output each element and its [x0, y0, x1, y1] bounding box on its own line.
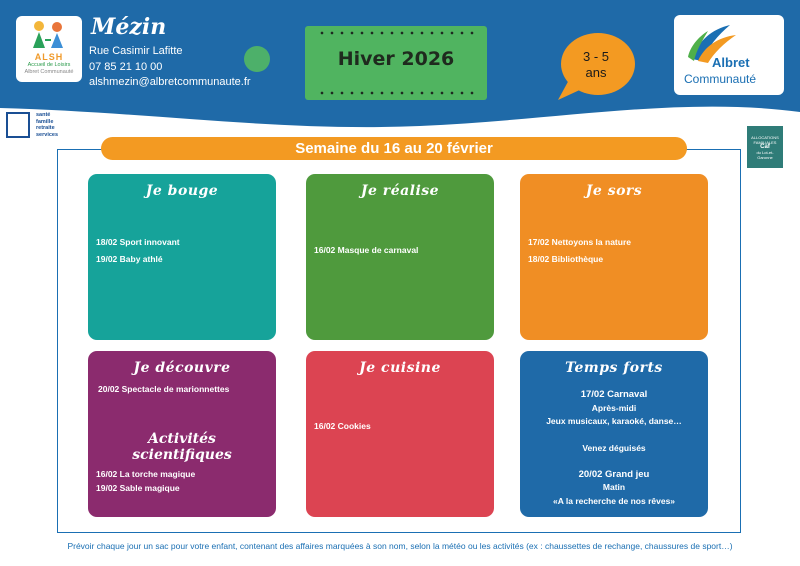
caf-line4: Garonne — [757, 155, 773, 160]
activity-item: 19/02 Sable magique — [96, 483, 180, 493]
alsh-line2: Albret Communauté — [24, 69, 74, 75]
activity-item: 18/02 Sport innovant — [96, 237, 180, 247]
albret-line1: Albret — [712, 55, 750, 70]
msa-mark-icon — [6, 112, 30, 138]
msa-line: retraite — [36, 125, 55, 131]
event-line: Venez déguisés — [582, 443, 646, 453]
card-temps-forts — [520, 351, 708, 517]
activity-item: 17/02 Nettoyons la nature — [528, 237, 631, 247]
decorative-dot — [244, 46, 270, 72]
caf-word: Caf — [760, 144, 770, 150]
sub-title-line: Activités — [148, 431, 216, 447]
week-title: Semaine du 16 au 20 février — [101, 137, 687, 160]
activity-item: 18/02 Bibliothèque — [528, 254, 604, 264]
card-title: Je sors — [585, 183, 643, 199]
activity-item: 19/02 Baby athlé — [96, 254, 163, 264]
activity-item: 16/02 La torche magique — [96, 469, 196, 479]
address: Rue Casimir Lafitte — [89, 45, 183, 57]
children-logo-icon — [27, 18, 71, 52]
season-box — [305, 26, 487, 100]
alsh-letters: ALSH — [34, 52, 64, 62]
event-line: Matin — [602, 482, 626, 492]
activity-item: 16/02 Masque de carnaval — [314, 245, 419, 255]
card-title: Temps forts — [565, 360, 663, 376]
alsh-logo — [16, 16, 82, 82]
event-line: «A la recherche de nos rêves» — [552, 496, 676, 506]
activity-item: 20/02 Spectacle de marionnettes — [98, 384, 230, 394]
caf-logo — [747, 126, 783, 168]
msa-line: famille — [36, 118, 54, 125]
contact-block — [89, 44, 251, 91]
card-title: Je bouge — [145, 183, 219, 199]
age-label — [556, 49, 636, 81]
card-je-sors — [520, 174, 708, 340]
sub-title-line: scientifiques — [132, 447, 232, 463]
alsh-line1: Accueil de Loisirs — [27, 62, 71, 68]
msa-text — [36, 112, 58, 138]
sub-title — [88, 431, 276, 463]
caf-line1: ALLOCATIONS — [751, 135, 779, 140]
event-line: 17/02 Carnaval — [580, 389, 648, 400]
caf-line3: du Lot-et- — [756, 150, 774, 155]
event-line: Jeux musicaux, karaoké, danse… — [546, 416, 682, 426]
age-unit: ans — [585, 65, 607, 80]
card-je-cuisine — [306, 351, 494, 517]
email: alshmezin@albretcommunaute.fr — [89, 76, 251, 88]
activity-item: 16/02 Cookies — [314, 421, 371, 431]
card-je-decouvre — [88, 351, 276, 517]
org-name: Mézin — [91, 14, 167, 40]
msa-line: services — [36, 131, 59, 138]
card-je-bouge — [88, 174, 276, 340]
msa-logo — [6, 112, 70, 140]
card-title: Je découvre — [133, 360, 231, 376]
phone: 07 85 21 10 00 — [89, 60, 163, 73]
dot-border-top — [317, 31, 475, 35]
caf-line2: FAMILIALES — [753, 140, 777, 145]
footer-note: Prévoir chaque jour un sac pour votre enfant, contenant des affaires marquées à son nom, selon la météo ou les activités (ex : chaussettes de rechange, chaussures de sport…) — [67, 541, 733, 551]
albret-communaute-logo — [674, 15, 784, 95]
dot-border-bottom — [317, 91, 475, 95]
albret-line2: Communauté — [684, 72, 757, 86]
card-je-realise — [306, 174, 494, 340]
card-title: Je réalise — [360, 183, 440, 199]
age-range: 3 - 5 — [582, 49, 609, 64]
msa-line: santé — [36, 112, 51, 118]
event-line: 20/02 Grand jeu — [578, 469, 650, 480]
card-title: Je cuisine — [359, 360, 441, 376]
event-line: Après-midi — [591, 403, 637, 413]
season-title: Hiver 2026 — [337, 48, 455, 70]
